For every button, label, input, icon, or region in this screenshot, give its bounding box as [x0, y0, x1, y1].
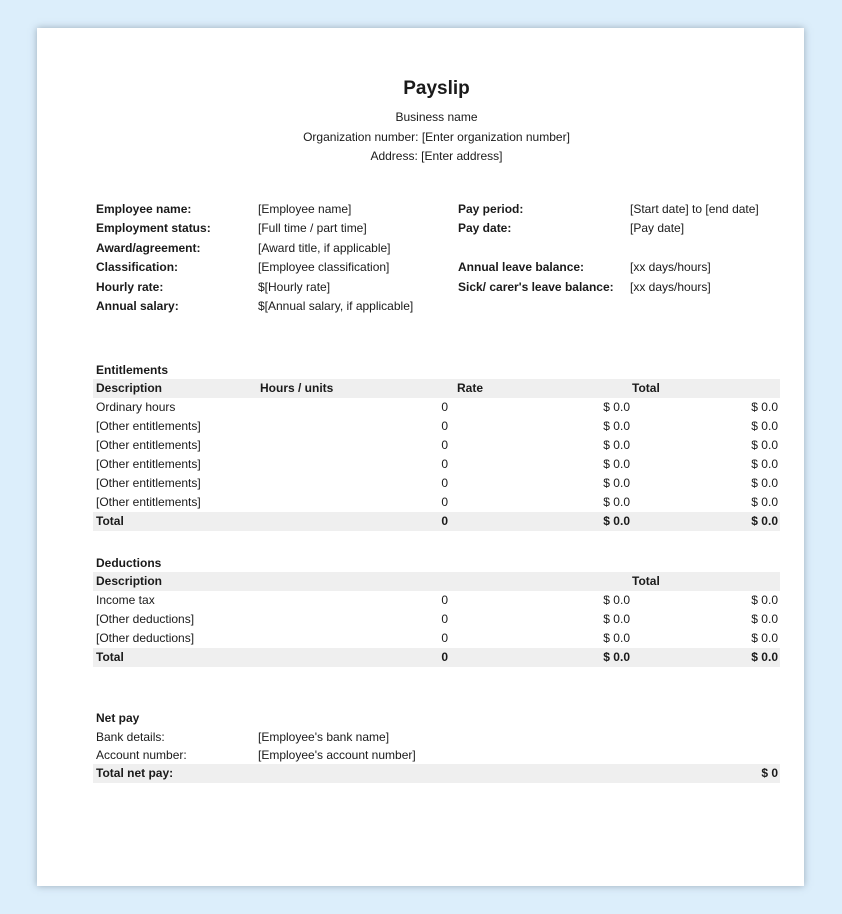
address-line: Address: [Enter address] — [370, 149, 503, 163]
classification-row — [93, 258, 457, 278]
entitlements-header-description: Description — [96, 380, 163, 395]
account-number-row — [93, 746, 780, 764]
deductions-total-row: Total 0 $ 0.0 $ 0.0 — [93, 648, 780, 667]
business-name: Business name — [395, 110, 478, 124]
annual-salary-label: Annual salary: — [96, 299, 179, 313]
deductions-section-title: Deductions — [96, 555, 162, 570]
total-net-pay-value: $ 0 — [761, 765, 778, 780]
annual-leave-balance-value: [xx days/hours] — [630, 260, 711, 274]
annual-leave-balance-label: Annual leave balance: — [458, 260, 585, 274]
payslip-header — [93, 28, 780, 167]
employment-status-label: Employment status: — [96, 221, 211, 235]
account-number-label: Account number: — [96, 747, 187, 762]
payslip-page — [37, 28, 804, 886]
page-title: Payslip — [403, 78, 470, 99]
entitlements-section — [93, 361, 780, 531]
table-row: Income tax 0 $ 0.0 $ 0.0 — [96, 592, 778, 607]
classification-value: [Employee classification] — [258, 260, 390, 274]
bank-details-row — [93, 728, 780, 746]
pay-date-row — [457, 219, 780, 239]
spacer-row — [457, 239, 780, 259]
deductions-header-total: Total — [632, 573, 660, 588]
award-agreement-value: [Award title, if applicable] — [258, 240, 391, 255]
deductions-section — [93, 554, 780, 667]
entitlements-table — [93, 379, 780, 531]
employee-details-left-column — [93, 200, 457, 317]
pay-period-row — [457, 200, 780, 220]
entitlements-section-title: Entitlements — [96, 362, 169, 377]
organization-number-line: Organization number: [Enter organization number] — [303, 129, 570, 144]
pay-period-label: Pay period: — [458, 201, 524, 216]
hourly-rate-value: $[Hourly rate] — [258, 279, 331, 294]
payslip-content — [93, 28, 780, 783]
award-agreement-row — [93, 239, 457, 259]
table-row: [Other entitlements] 0 $ 0.0 $ 0.0 — [96, 418, 778, 433]
table-row: [Other entitlements] 0 $ 0.0 $ 0.0 — [96, 456, 778, 471]
bank-details-value: [Employee's bank name] — [258, 729, 390, 744]
net-pay-section — [93, 709, 780, 783]
entitlements-header-total: Total — [632, 380, 660, 395]
sick-leave-balance-row — [457, 278, 780, 298]
sick-leave-balance-value: [xx days/hours] — [630, 279, 711, 294]
deductions-table — [93, 572, 780, 667]
deductions-header-description: Description — [96, 573, 163, 588]
total-net-pay-label: Total net pay: — [96, 765, 174, 780]
annual-salary-row — [93, 297, 457, 317]
account-number-value: [Employee's account number] — [258, 747, 416, 762]
employment-status-row — [93, 219, 457, 239]
pay-date-value: [Pay date] — [630, 221, 685, 235]
sick-leave-balance-label: Sick/ carer's leave balance: — [458, 279, 614, 294]
hourly-rate-row — [93, 278, 457, 298]
table-row: [Other deductions] 0 $ 0.0 $ 0.0 — [96, 611, 778, 626]
table-row: Ordinary hours 0 $ 0.0 $ 0.0 — [96, 399, 778, 414]
classification-label: Classification: — [96, 260, 179, 274]
entitlements-header-rate: Rate — [457, 380, 484, 395]
employee-name-value: [Employee name] — [258, 201, 352, 216]
employee-name-row — [93, 200, 457, 220]
annual-salary-value: $[Annual salary, if applicable] — [258, 299, 414, 313]
pay-period-value: [Start date] to [end date] — [630, 201, 759, 216]
table-row: [Other deductions] 0 $ 0.0 $ 0.0 — [96, 630, 778, 645]
award-agreement-label: Award/agreement: — [96, 240, 201, 255]
entitlements-header-hours: Hours / units — [260, 380, 334, 395]
employee-details-right-column — [457, 200, 780, 317]
employment-status-value: [Full time / part time] — [258, 221, 367, 235]
employee-details — [93, 200, 780, 317]
table-row: [Other entitlements] 0 $ 0.0 $ 0.0 — [96, 494, 778, 509]
bank-details-label: Bank details: — [96, 729, 165, 744]
entitlements-total-row: Total 0 $ 0.0 $ 0.0 — [93, 512, 780, 531]
table-row: [Other entitlements] 0 $ 0.0 $ 0.0 — [96, 475, 778, 490]
deductions-header-row — [93, 572, 780, 591]
pay-date-label: Pay date: — [458, 221, 512, 235]
total-net-pay-row — [93, 764, 780, 783]
entitlements-header-row — [93, 379, 780, 398]
net-pay-section-title: Net pay — [96, 710, 140, 725]
annual-leave-balance-row — [457, 258, 780, 278]
table-row: [Other entitlements] 0 $ 0.0 $ 0.0 — [96, 437, 778, 452]
employee-name-label: Employee name: — [96, 201, 192, 216]
hourly-rate-label: Hourly rate: — [96, 279, 164, 294]
